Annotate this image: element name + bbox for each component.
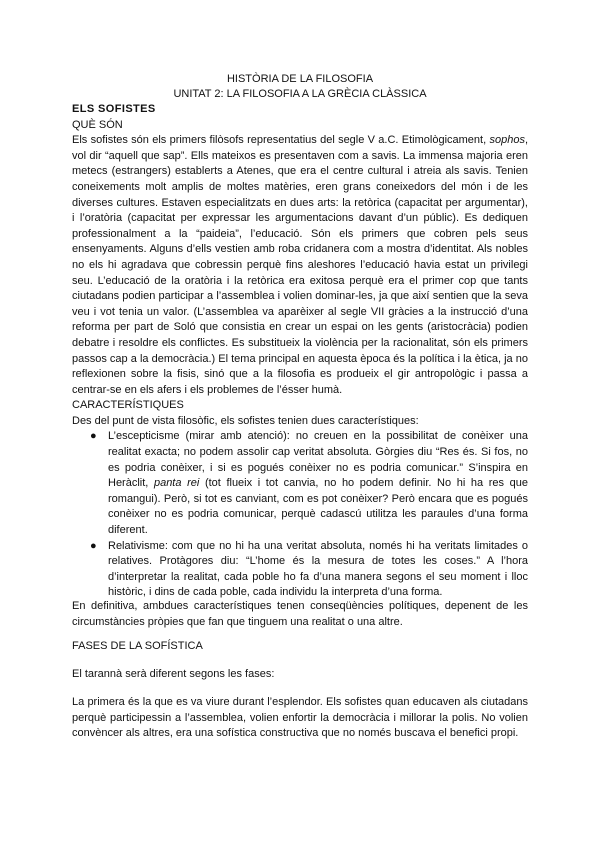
item-text: (tot flueix i tot canvia, no ho podem definir. No hi ha res que romangui). Però, si tot es canviant, com es pot conèixer? Però encara que es pogués conèixer no es podria comunicar, perquè cadascú utilitza les paraules d’una forma diferent. <box>108 477 528 537</box>
paragraph-fases-intro <box>72 667 528 683</box>
paragraph-text: Els sofistes són els primers filòsofs representatius del segle V a.C. Etimològicament, <box>72 134 487 147</box>
paragraph-que-son <box>72 133 528 398</box>
paragraph-fases <box>72 695 528 742</box>
subsection-title: CARACTERÍSTIQUES <box>72 399 184 412</box>
subsection-title: QUÈ SÓN <box>72 118 123 131</box>
list-item <box>72 429 528 538</box>
paragraph-text: La primera és la que es va viure durant l’esplendor. Els sofistes quan educaven als ciutadans perquè participessin a l’assemblea, volien enfortir la democràcia i millorar la polis. No volien convèncer als altres, era una sofística constructiva que no només buscava el benefici propi. <box>72 696 528 740</box>
paragraph-text: , vol dir “aquell que sap”. Ells mateixos es presentaven com a savis. La immensa majoria eren metecs (estrangers) establerts a Atenes, que era el centre cultural i atreia als savis. Tenien coneixements molt amplis de moltes matèries, eren grans coneixedors del món i de les diverses cultures. Estaven especialitzats en dues arts: la retòrica (capacitat per argumentar), i l’oratòria (capacitat per expressar les argumentacions davant d’un públic). Es dediquen professionalment a la “paideia”, l’educació. Són els primers que cobren pels seus ensenyaments. Alguns d’ells vestien amb roba cridanera com a mostra d’identitat. Als nobles no els hi agradava que cobressin perquè fins aleshores l’educació havia estat un privilegi seu. L’educació de la oratòria i la retòrica era exitosa perquè era el primer cop que tants ciutadans podien participar a l’assemblea i volien dominar-les, ja que així sentien que la seva veu i vot tenia un valor. (L’assemblea va aparèixer al segle VII gràcies a la instrucció d’una reforma per part de Soló que consistia en crear un espai on les gents (aristocràcia) podien debatre i resoldre els conflictes. Es substitueix la violència per la racionalitat, són els primers passos cap a la democràcia.) El tema principal en aquesta època és la política i la ètica, ja no reflexionen sobre la fisis, sinó que a la filosofia es produeix el gir antropològic i passa a centrar-se en els afers i els problemes de l’ésser humà. <box>72 134 529 396</box>
bullet-icon: ● <box>90 539 97 552</box>
unit-title: UNITAT 2: LA FILOSOFIA A LA GRÈCIA CLÀSSICA <box>173 88 427 100</box>
section-title: FASES DE LA SOFÍSTICA <box>72 640 203 652</box>
section-sofistes <box>72 102 528 601</box>
paragraph-intro: Des del punt de vista filosòfic, els sofistes tenien dues característiques: <box>72 414 419 427</box>
list-item <box>72 539 528 601</box>
paragraph-conclusion <box>72 599 528 630</box>
item-text: Relativisme: com que no hi ha una veritat absoluta, només hi ha veritats limitades o relatives. Protàgores diu: “L’home és la mesura de totes les coses.” A l’hora d’interpretar la realitat, cada poble ho fa d’una manera segons el seu moment i lloc històric, i dins de cada poble, cada individu la interpreta d’una forma. <box>108 539 528 599</box>
paragraph-text: En definitiva, ambdues característiques tenen conseqüències polítiques, depenent de les circumstàncies pròpies que fan que tinguem una realitat o una altre. <box>72 600 528 628</box>
characteristics-list <box>72 429 528 601</box>
course-title: HISTÒRIA DE LA FILOSOFIA <box>226 73 374 85</box>
bullet-icon: ● <box>90 430 97 443</box>
item-text: L’escepticisme (mirar amb atenció): no creuen en la possibilitat de conèixer una realitat exacta; no podem assolir cap veritat absoluta. Gòrgies diu “Res és. Si fos, no es podria conèixer, i si es pogués conèixer no es podria comunicar.” S’inspira en Heràclit, <box>108 430 528 490</box>
section-fases <box>72 639 528 655</box>
italic-term: sophos <box>489 134 525 147</box>
section-title: ELS SOFISTES <box>72 103 156 115</box>
italic-term: panta rei <box>153 477 200 490</box>
paragraph-text: El tarannà serà diferent segons les fases: <box>72 668 275 680</box>
